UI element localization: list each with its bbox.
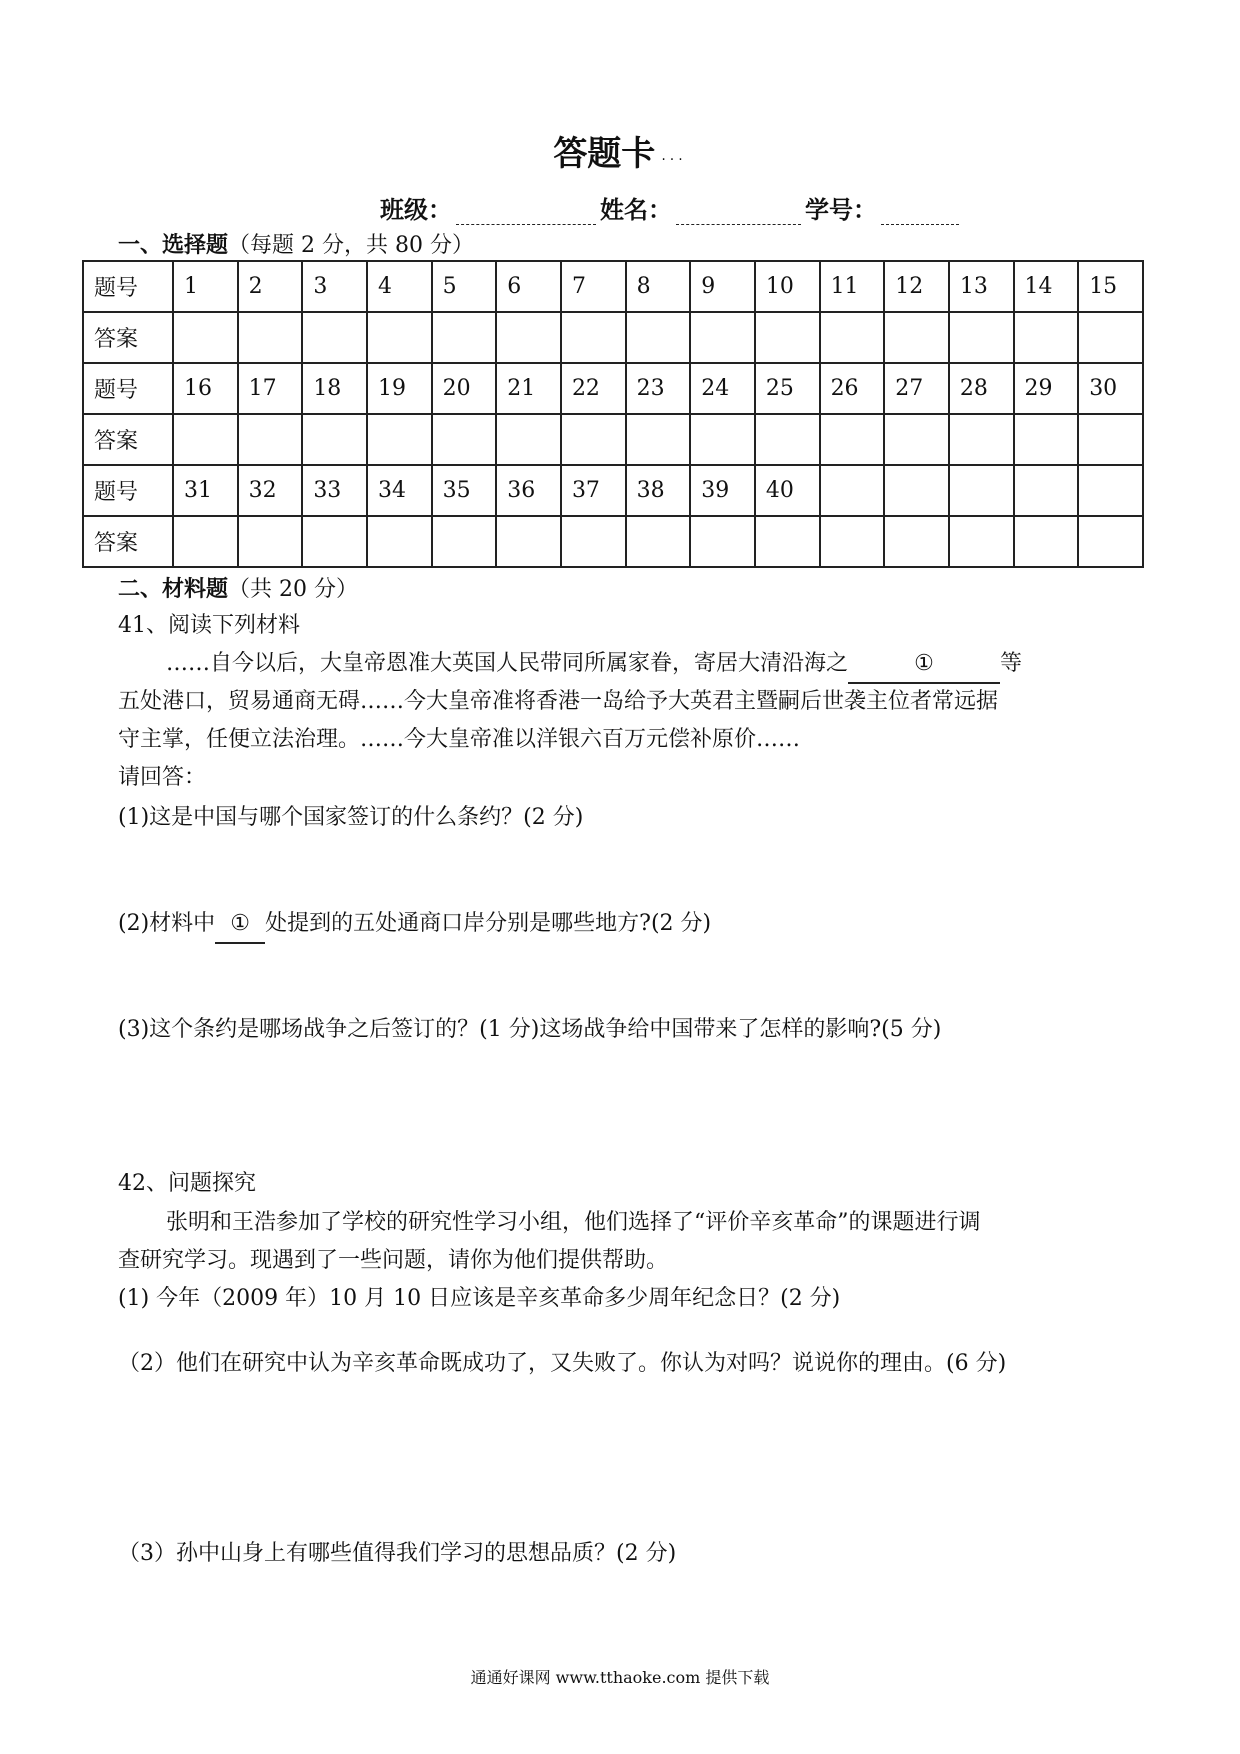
section1-heading <box>118 228 474 259</box>
question-number-cell: 23 <box>626 363 691 414</box>
answer-cell[interactable] <box>432 414 497 465</box>
question-number-cell: 32 <box>238 465 303 516</box>
answer-cell[interactable] <box>626 414 691 465</box>
question-number-cell: 39 <box>690 465 755 516</box>
question-number-cell: 16 <box>173 363 238 414</box>
answer-cell[interactable] <box>755 312 820 363</box>
question-number-cell: 19 <box>367 363 432 414</box>
question-number-cell: 8 <box>626 261 691 312</box>
section2-note: （共 20 分） <box>228 577 358 602</box>
question-number-cell: 1 <box>173 261 238 312</box>
page-title <box>0 126 1240 175</box>
answer-cell[interactable] <box>1078 312 1143 363</box>
answer-cell[interactable] <box>496 516 561 567</box>
student-info-line <box>380 190 963 225</box>
question-number-cell: 34 <box>367 465 432 516</box>
question-label-cell: 题号 <box>83 261 173 312</box>
q41-title: 41、阅读下列材料 <box>118 613 300 638</box>
q41-prompt: 请回答： <box>118 765 207 790</box>
question-number-cell: 26 <box>820 363 885 414</box>
question-number-cell <box>1078 465 1143 516</box>
question-number-cell <box>949 465 1014 516</box>
answer-cell[interactable] <box>1014 414 1079 465</box>
answer-cell[interactable] <box>367 516 432 567</box>
answer-cell[interactable] <box>173 516 238 567</box>
question-number-cell: 11 <box>820 261 885 312</box>
question-label-cell: 题号 <box>83 363 173 414</box>
question-number-cell: 31 <box>173 465 238 516</box>
answer-cell[interactable] <box>949 516 1014 567</box>
question-number-cell: 36 <box>496 465 561 516</box>
answer-cell[interactable] <box>496 312 561 363</box>
q42-sub1: (1) 今年（2009 年）10 月 10 日应该是辛亥革命多少周年纪念日？(2 分) <box>118 1286 841 1311</box>
q41-sub3: (3)这个条约是哪场战争之后签订的？(1 分)这场战争给中国带来了怎样的影响?(5 分) <box>118 1017 942 1042</box>
question-number-cell: 12 <box>884 261 949 312</box>
answer-cell[interactable] <box>302 516 367 567</box>
answer-cell[interactable] <box>367 312 432 363</box>
answer-cell[interactable] <box>238 414 303 465</box>
q41-sub2-text-b: 处提到的五处通商口岸分别是哪些地方?(2 分) <box>265 911 712 936</box>
answer-cell[interactable] <box>432 312 497 363</box>
answer-cell[interactable] <box>1014 516 1079 567</box>
q42-sub3: （3）孙中山身上有哪些值得我们学习的思想品质？(2 分) <box>118 1541 677 1566</box>
name-label: 姓名： <box>600 196 672 224</box>
q41-material-line1 <box>166 646 1022 684</box>
question-number-cell: 25 <box>755 363 820 414</box>
section2-title: 二、材料题 <box>118 577 229 602</box>
answer-row <box>83 414 1143 465</box>
question-number-cell: 38 <box>626 465 691 516</box>
question-number-cell: 13 <box>949 261 1014 312</box>
question-number-cell: 20 <box>432 363 497 414</box>
answer-cell[interactable] <box>820 516 885 567</box>
question-number-cell: 4 <box>367 261 432 312</box>
q41-material-text1-end: 等 <box>1000 651 1023 676</box>
question-number-cell: 6 <box>496 261 561 312</box>
answer-cell[interactable] <box>302 312 367 363</box>
answer-cell[interactable] <box>1014 312 1079 363</box>
answer-row <box>83 312 1143 363</box>
section2-heading <box>118 572 358 603</box>
answer-cell[interactable] <box>626 312 691 363</box>
answer-cell[interactable] <box>949 312 1014 363</box>
answer-cell[interactable] <box>820 414 885 465</box>
q41-material-line3: 守主掌，任便立法治理。……今大皇帝准以洋银六百万元偿补原价…… <box>118 727 801 752</box>
answer-label-cell: 答案 <box>83 414 173 465</box>
question-number-cell <box>884 465 949 516</box>
class-label: 班级： <box>380 196 452 224</box>
answer-cell[interactable] <box>561 414 626 465</box>
question-label-cell: 题号 <box>83 465 173 516</box>
class-field[interactable] <box>456 200 596 225</box>
question-number-cell: 21 <box>496 363 561 414</box>
answer-cell[interactable] <box>820 312 885 363</box>
question-number-cell: 18 <box>302 363 367 414</box>
answer-cell[interactable] <box>302 414 367 465</box>
question-number-cell: 27 <box>884 363 949 414</box>
answer-cell[interactable] <box>884 312 949 363</box>
name-field[interactable] <box>676 200 801 225</box>
question-number-row <box>83 465 1143 516</box>
question-number-cell: 3 <box>302 261 367 312</box>
answer-cell[interactable] <box>173 312 238 363</box>
answer-label-cell: 答案 <box>83 516 173 567</box>
question-number-cell: 10 <box>755 261 820 312</box>
answer-cell[interactable] <box>432 516 497 567</box>
question-number-cell: 14 <box>1014 261 1079 312</box>
answer-cell[interactable] <box>1078 414 1143 465</box>
title-text: 答题卡 <box>553 134 656 174</box>
q42-sub2: （2）他们在研究中认为辛亥革命既成功了，又失败了。你认为对吗？说说你的理由。(6 分) <box>118 1351 1007 1376</box>
q41-blank-marker: ① <box>848 646 1000 684</box>
question-number-cell: 28 <box>949 363 1014 414</box>
answer-cell[interactable] <box>561 516 626 567</box>
q41-sub2-marker: ① <box>215 906 265 944</box>
question-number-cell: 9 <box>690 261 755 312</box>
q41-sub1: (1)这是中国与哪个国家签订的什么条约？(2 分) <box>118 805 584 830</box>
question-number-cell: 30 <box>1078 363 1143 414</box>
answer-cell[interactable] <box>173 414 238 465</box>
answer-cell[interactable] <box>884 516 949 567</box>
answer-cell[interactable] <box>690 312 755 363</box>
answer-cell[interactable] <box>367 414 432 465</box>
answer-cell[interactable] <box>755 414 820 465</box>
answer-row <box>83 516 1143 567</box>
answer-cell[interactable] <box>1078 516 1143 567</box>
answer-cell[interactable] <box>496 414 561 465</box>
answer-cell[interactable] <box>949 414 1014 465</box>
q41-material-text1: ……自今以后，大皇帝恩准大英国人民带同所属家眷，寄居大清沿海之 <box>166 651 849 676</box>
answer-cell[interactable] <box>238 312 303 363</box>
answer-cell[interactable] <box>626 516 691 567</box>
answer-cell[interactable] <box>690 516 755 567</box>
footer: 通通好课网 www.tthaoke.com 提供下载 <box>470 1668 770 1687</box>
question-number-cell <box>1014 465 1079 516</box>
answer-cell[interactable] <box>561 312 626 363</box>
q41-sub2-text-a: (2)材料中 <box>118 911 216 936</box>
question-number-cell: 5 <box>432 261 497 312</box>
answer-label-cell: 答案 <box>83 312 173 363</box>
question-number-cell: 7 <box>561 261 626 312</box>
question-number-row <box>83 261 1143 312</box>
answer-cell[interactable] <box>755 516 820 567</box>
question-number-cell: 15 <box>1078 261 1143 312</box>
q42-material-line2: 查研究学习。现遇到了一些问题，请你为他们提供帮助。 <box>118 1248 669 1273</box>
question-number-cell: 35 <box>432 465 497 516</box>
answer-cell[interactable] <box>238 516 303 567</box>
question-number-cell: 29 <box>1014 363 1079 414</box>
id-label: 学号： <box>805 196 877 224</box>
question-number-cell: 33 <box>302 465 367 516</box>
question-number-cell: 17 <box>238 363 303 414</box>
q41-sub2 <box>118 906 711 944</box>
section1-title: 一、选择题 <box>118 233 229 258</box>
question-number-cell: 40 <box>755 465 820 516</box>
question-number-cell: 37 <box>561 465 626 516</box>
title-dots: ... <box>661 147 687 164</box>
question-number-cell <box>820 465 885 516</box>
question-number-cell: 22 <box>561 363 626 414</box>
question-number-row <box>83 363 1143 414</box>
question-number-cell: 2 <box>238 261 303 312</box>
q42-title: 42、问题探究 <box>118 1171 256 1196</box>
question-number-cell: 24 <box>690 363 755 414</box>
student-id-field[interactable] <box>881 200 959 225</box>
answer-cell[interactable] <box>884 414 949 465</box>
q41-material-line2: 五处港口，贸易通商无碍……今大皇帝准将香港一岛给予大英君主暨嗣后世袭主位者常远据 <box>118 689 999 714</box>
answer-cell[interactable] <box>690 414 755 465</box>
answer-grid <box>82 260 1144 568</box>
q42-material-line1: 张明和王浩参加了学校的研究性学习小组，他们选择了“评价辛亥革命”的课题进行调 <box>166 1210 981 1235</box>
section1-note: （每题 2 分，共 80 分） <box>228 233 474 258</box>
